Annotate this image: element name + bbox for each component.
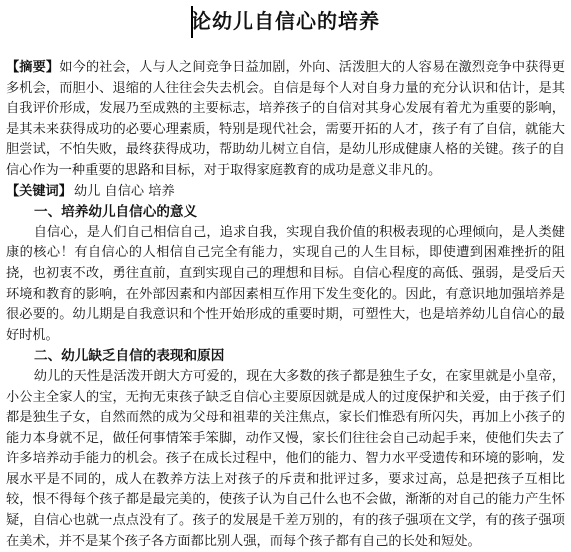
section-body-2: 幼儿的天性是活泼开朗大方可爱的，现在大多数的孩子都是独生子女，在家里就是小皇帝，小公主全家人的宝，无拘无束孩子缺乏自信心主要原因就是成人的过度保护和关爱，由于孩子们都是独生子女，自然而然的成为父母和祖辈的关注焦点，家长们惟恐有所闪失，再加上小孩子的能力本身就不足，做任何事情笨手笨脚，动作又慢，家长们往往会自己动起手来，使他们失去了许多培养动手能力的机会。孩子在成长过程中，他们的能力、智力水平受遗传和环境的影响，发展水平是不同的，成人在教养方法上对孩子的斥责和批评过多，要求过高，总是把孩子互相比较，恨不得每个孩子都是最完美的，使孩子认为自己什么也不会做，渐渐的对自己的能力产生怀疑，自信心也就一点点没有了。孩子的发展是千差万别的，有的孩子强项在文学，有的孩子强项在美术，并不是某个孩子各方面都比别人强，而每个孩子都有自己的长处和短处。 (6, 368, 565, 549)
document-body (6, 58, 565, 552)
keywords-items: 幼儿 自信心 培养 (73, 183, 175, 199)
section-heading-1: 一、培养幼儿自信心的意义 (34, 204, 198, 221)
keywords-paragraph (6, 182, 565, 203)
document-title: 论幼儿自信心的培养 (191, 9, 380, 33)
keywords-label: 【关键词】 (6, 183, 72, 199)
abstract-text: 如今的社会，人与人之间竞争日益加剧，外向、活泼胆大的人容易在激烈竞争中获得更多机会，而胆小、退缩的人往往会失去机会。自信是每个人对自身力量的充分认识和估计，是其自我评价形成，发展乃至成熟的主要标志，培养孩子的自信对其身心发展有着尤为重要的影响，是其未来获得成功的必要心理素质，特别是现代社会，需要开拓的人才，孩子有了自信，就能大胆尝试，不怕失败，最终获得成功，帮助幼儿树立自信，是幼儿形成健康人格的关键。孩子的自信心作为一种重要的思路和目标，对于取得家庭教育的成功是意义非凡的。 (6, 60, 565, 178)
abstract-label: 【摘要】 (6, 60, 60, 75)
section-body-1: 自信心，是人们自己相信自己，追求自我，实现自我价值的积极表现的心理倾向，是人类健康的核心！有自信心的人相信自己完全有能力，实现自己的人生目标，即使遭到困难挫折的阻挠，也初衷不改，勇往直前，直到实现自己的理想和目标。自信心程度的高低、强弱，是受后天环境和教育的影响，在外部因素和内部因素相互作用下发生变化的。因此，有意识地加强培养是很必要的。幼儿期是自我意识和个性开始形成的重要时期，可塑性大，也是培养幼儿自信心的最好时机。 (6, 224, 565, 343)
section-heading-2: 二、幼儿缺乏自信的表现和原因 (34, 348, 225, 365)
abstract-paragraph (6, 58, 565, 182)
